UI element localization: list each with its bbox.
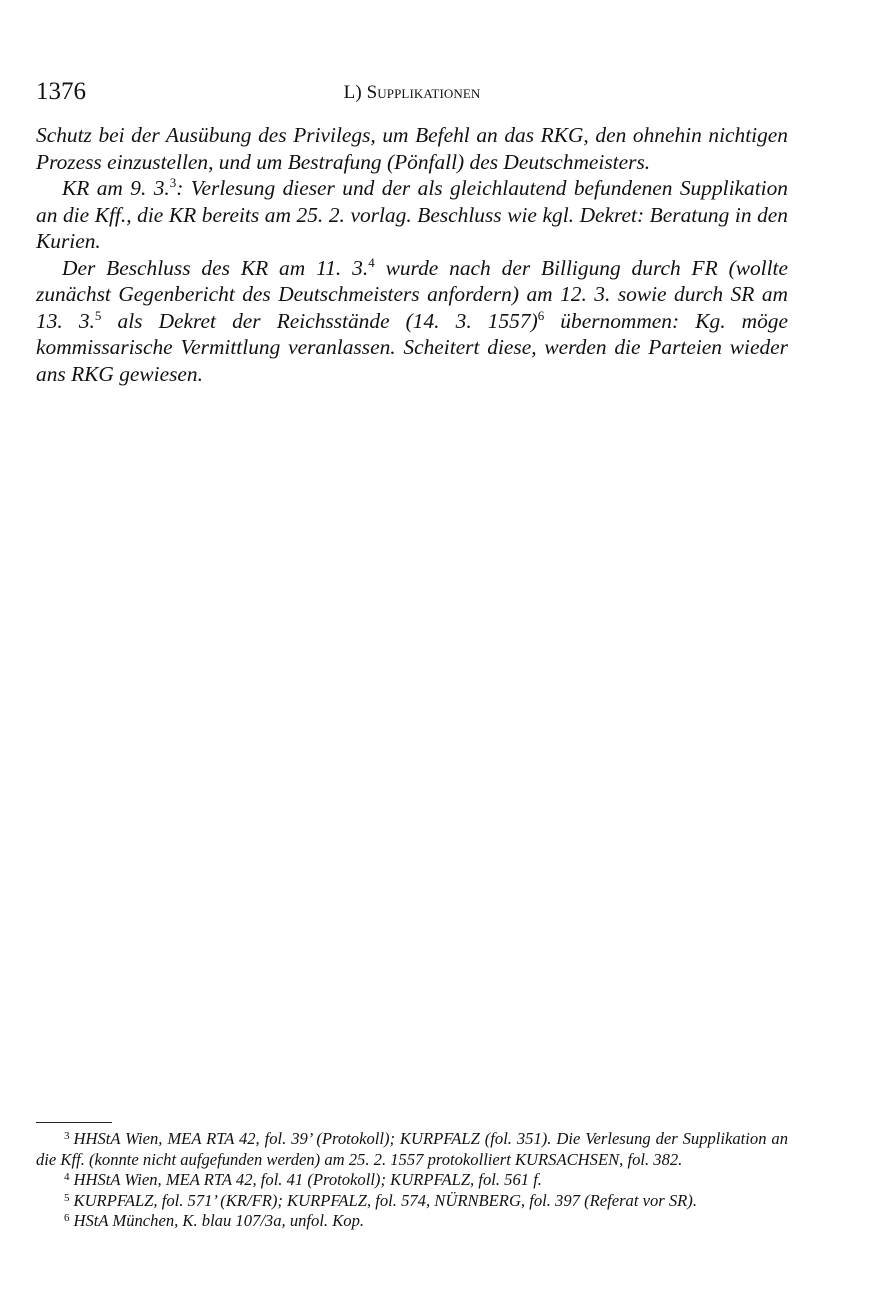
- footnote-text: KURPFALZ, fol. 571’ (KR/FR); KURPFALZ, fol. 574, NÜRNBERG, fol. 397 (Referat vor SR).: [73, 1190, 697, 1210]
- footnote-3: [36, 1129, 788, 1170]
- paragraph-3: [36, 255, 788, 388]
- footnote-number: 5: [64, 1191, 70, 1204]
- paragraph-3-part-d: übernommen: Kg. möge kommissarische Vermittlung veranlassen. Scheitert diese, werden die Parteien wieder ans RKG gewiesen.: [36, 308, 788, 386]
- page-number: 1376: [36, 78, 86, 105]
- footnote-ref-4[interactable]: 4: [368, 254, 375, 270]
- footnote-ref-5[interactable]: 5: [94, 307, 102, 323]
- paragraph-2-part-a: KR am 9. 3.: [62, 176, 170, 200]
- footnote-rule: [36, 1122, 112, 1123]
- paragraph-3-part-b: wurde nach der Billigung durch FR (wollte zunächst Gegenbericht des Deutschmeisters anfordern) am 12. 3. sowie durch SR am 13. 3.: [36, 255, 788, 333]
- footnote-4: [36, 1170, 788, 1191]
- running-title: L) Supplikationen: [343, 82, 481, 103]
- paragraph-1: Schutz bei der Ausübung des Privilegs, um Befehl an das RKG, den ohnehin nichtigen Prozess einzustellen, und um Bestrafung (Pönfall) des Deutschmeisters.: [36, 123, 788, 174]
- page-header: [36, 76, 788, 108]
- paragraph-3-part-a: Der Beschluss des KR am 11. 3.: [62, 255, 369, 280]
- paragraph-2: [36, 175, 788, 255]
- footnote-ref-6[interactable]: 6: [537, 307, 545, 323]
- paragraph-2-part-b: : Verlesung dieser und der als gleichlautend befundenen Supplikation an die Kff., die KR bereits am 25. 2. vorlag. Beschluss wie kgl. Dekret: Beratung in den Kurien.: [36, 176, 788, 253]
- footnote-text: HStA München, K. blau 107/3a, unfol. Kop.: [73, 1211, 365, 1230]
- footnote-number: 6: [64, 1212, 70, 1224]
- footnote-number: 3: [64, 1130, 70, 1142]
- footnote-number: 4: [64, 1171, 70, 1183]
- footnote-ref-3[interactable]: 3: [169, 175, 177, 190]
- footnote-6: [36, 1211, 788, 1232]
- footnote-5: [36, 1191, 788, 1212]
- footnote-text: HHStA Wien, MEA RTA 42, fol. 39’ (Protokoll); KURPFALZ (fol. 351). Die Verlesung der Supplikation an die Kff. (konnte nicht aufgefunden werden) am 25. 2. 1557 protokolliert KURSACHSEN, fol. 382.: [36, 1129, 788, 1169]
- body-text: [36, 122, 788, 387]
- paragraph-3-part-c: als Dekret der Reichsstände (14. 3. 1557): [101, 308, 538, 333]
- footnote-text: HHStA Wien, MEA RTA 42, fol. 41 (Protokoll); KURPFALZ, fol. 561 f.: [73, 1170, 542, 1189]
- footnotes: [36, 1122, 788, 1232]
